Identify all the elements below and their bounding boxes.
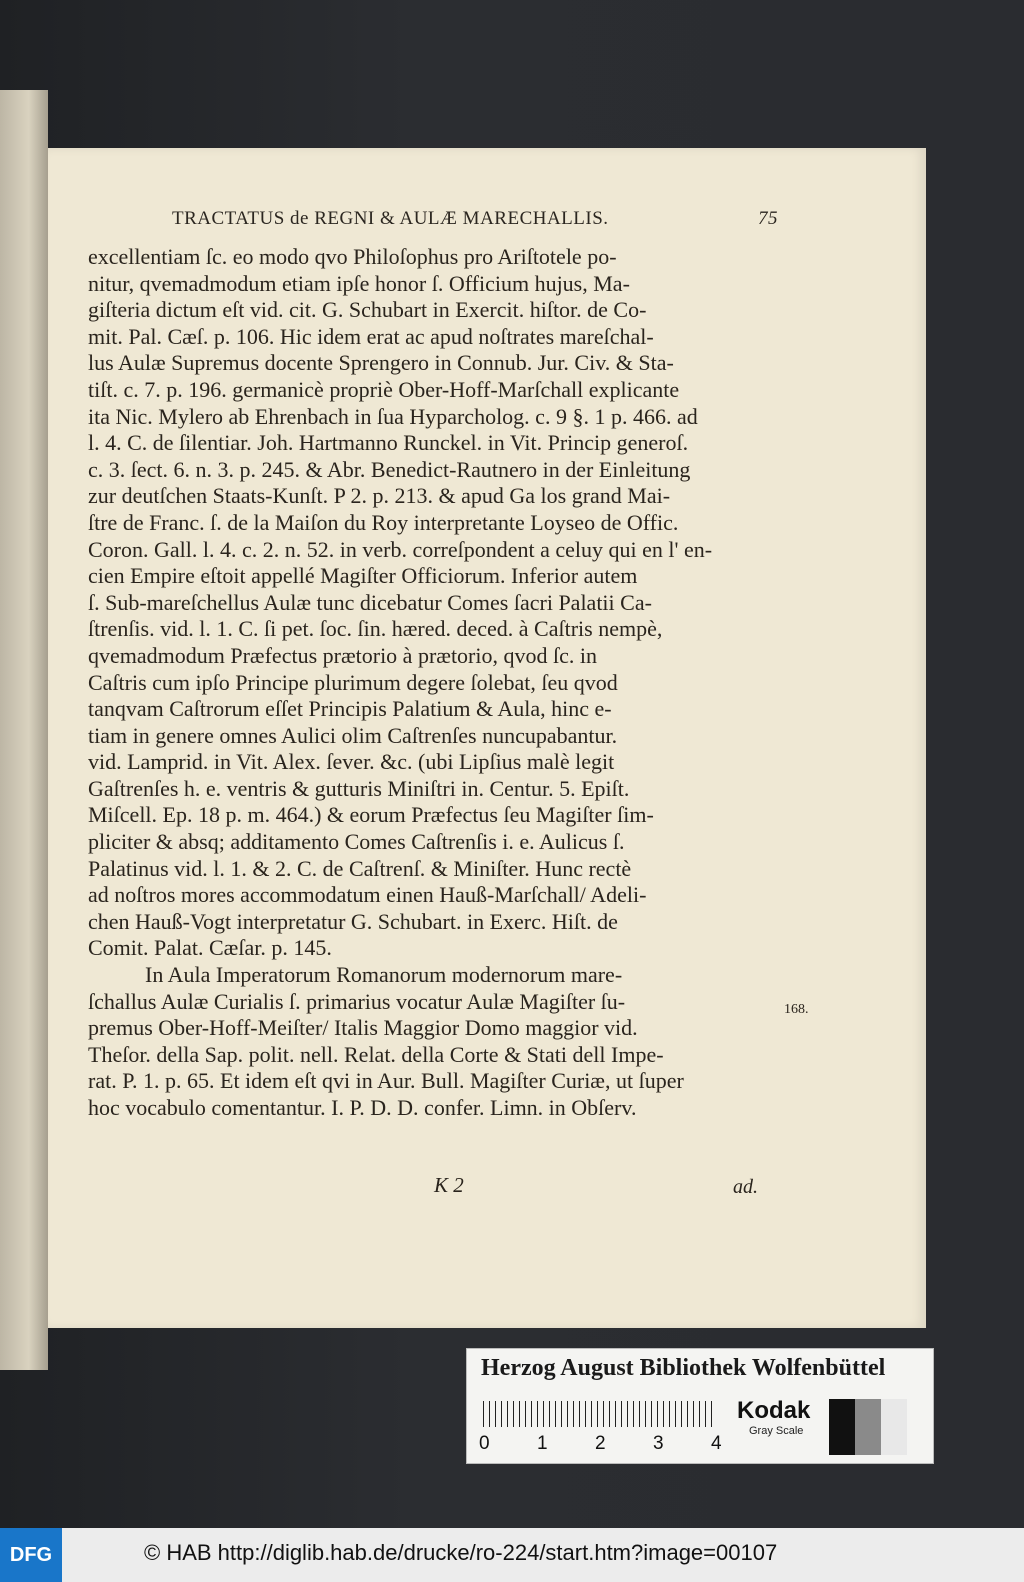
text-line: tanqvam Caſtrorum eſſet Principis Palatium & Aula, hinc e- <box>88 696 612 722</box>
margin-note: 168. <box>784 1002 809 1017</box>
text-line: cien Empire eſtoit appellé Magiſter Officiorum. Inferior autem <box>88 563 638 589</box>
text-line: giſteria dictum eſt vid. cit. G. Schubart in Exercit. hiſtor. de Co- <box>88 297 647 323</box>
footer-credit: © HAB http://diglib.hab.de/drucke/ro-224/start.htm?image=00107 <box>144 1540 778 1565</box>
text-line: ſtrenſis. vid. l. 1. C. ſi pet. ſoc. ſin. hæred. deced. à Caſtris nempè, <box>88 616 663 642</box>
text-line: ſchallus Aulæ Curialis ſ. primarius vocatur Aulæ Magiſter ſu- <box>88 988 626 1014</box>
catchword: ad. <box>733 1176 758 1198</box>
text-line: hoc vocabulo comentantur. I. P. D. D. confer. Limn. in Obſerv. <box>88 1095 637 1120</box>
gray-swatch-mid <box>855 1399 881 1455</box>
text-line: chen Hauß-Vogt interpretatur G. Schubart. in Exerc. Hiſt. de <box>88 908 618 934</box>
footer-bar <box>0 1528 1024 1582</box>
text-line: lus Aulæ Supremus docente Sprengero in Connub. Jur. Civ. & Sta- <box>88 350 674 376</box>
running-header <box>172 208 778 238</box>
text-line: mit. Pal. Cæſ. p. 106. Hic idem erat ac apud noſtrates mareſchal- <box>88 323 654 349</box>
text-line: qvemadmodum Præfectus prætorio à prætorio, qvod ſc. in <box>88 642 597 668</box>
text-line: ad noſtros mores accommodatum einen Hauß-Marſchall/ Adeli- <box>88 882 647 908</box>
page-number: 75 <box>758 208 778 229</box>
signature-mark: K 2 <box>434 1173 464 1197</box>
text-line: tiſt. c. 7. p. 196. germanicè propriè Ober-Hoff-Marſchall explicante <box>88 376 680 402</box>
text-line: Coron. Gall. l. 4. c. 2. n. 52. in verb. correſpondent a celuy qui en l' en- <box>88 536 713 562</box>
text-line: ſ. Sub-mareſchellus Aulæ tunc dicebatur Comes ſacri Palatii Ca- <box>88 589 652 615</box>
text-line: rat. P. 1. p. 65. Et idem eſt qvi in Aur. Bull. Magiſter Curiæ, ut ſuper <box>88 1068 684 1094</box>
text-line: vid. Lamprid. in Vit. Alex. ſever. &c. (ubi Lipſius malè legit <box>88 749 615 775</box>
text-line: Comit. Palat. Cæſar. p. 145. <box>88 935 332 961</box>
header-title: TRACTATUS de REGNI & AULÆ MARECHALLIS. <box>172 208 609 229</box>
text-line: ſtre de Franc. ſ. de la Maiſon du Roy interpretante Loyseo de Offic. <box>88 509 679 535</box>
text-line: c. 3. ſect. 6. n. 3. p. 245. & Abr. Benedict-Rautnero in der Einleitung <box>88 456 691 482</box>
text-line: In Aula Imperatorum Romanorum modernorum mare- <box>145 962 623 988</box>
text-line: tiam in genere omnes Aulici olim Caſtrenſes nuncupabantur. <box>88 722 618 748</box>
ruler-scale <box>483 1401 715 1427</box>
gray-scale-label: Gray Scale <box>749 1425 804 1437</box>
gray-swatch-white <box>881 1399 907 1455</box>
text-line: Miſcell. Ep. 18 p. m. 464.) & eorum Præfectus ſeu Magiſter ſim- <box>88 802 654 828</box>
ruler-number: 4 <box>711 1433 722 1454</box>
kodak-logo: Kodak <box>737 1397 811 1424</box>
previous-page-edge <box>0 90 48 1370</box>
page-body-text <box>88 244 788 1122</box>
text-line: Theſor. della Sap. polit. nell. Relat. della Corte & Stati dell Impe- <box>88 1041 664 1067</box>
text-line: Gaſtrenſes h. e. ventris & gutturis Miniſtri in. Centur. 5. Epiſt. <box>88 775 630 801</box>
text-line: nitur, qvemadmodum etiam ipſe honor ſ. Officium hujus, Ma- <box>88 270 630 296</box>
text-line: excellentiam ſc. eo modo qvo Philoſophus pro Ariſtotele po- <box>88 244 617 269</box>
text-line: Palatinus vid. l. 1. & 2. C. de Caſtrenſ. & Miniſter. Hunc rectè <box>88 855 632 881</box>
text-line: premus Ober-Hoff-Meiſter/ Italis Maggior Domo maggior vid. <box>88 1015 638 1041</box>
text-line: l. 4. C. de ſilentiar. Joh. Hartmanno Runckel. in Vit. Princip generoſ. <box>88 430 689 456</box>
ruler-number: 1 <box>537 1433 548 1454</box>
text-line: zur deutſchen Staats-Kunſt. P 2. p. 213. & apud Ga los grand Mai- <box>88 483 671 509</box>
ruler-number: 3 <box>653 1433 664 1454</box>
ruler-number: 2 <box>595 1433 606 1454</box>
ruler-number: 0 <box>479 1433 490 1454</box>
text-line: Caſtris cum ipſo Principe plurimum degere ſolebat, ſeu qvod <box>88 669 618 695</box>
target-title: Herzog August Bibliothek Wolfenbüttel <box>481 1355 886 1381</box>
text-line: ita Nic. Mylero ab Ehrenbach in ſua Hyparcholog. c. 9 §. 1 p. 466. ad <box>88 403 698 429</box>
dfg-logo: DFG <box>0 1528 62 1582</box>
text-line: pliciter & absq; additamento Comes Caſtrenſis i. e. Aulicus ſ. <box>88 829 625 855</box>
color-target <box>466 1348 934 1464</box>
gray-swatch-black <box>829 1399 855 1455</box>
